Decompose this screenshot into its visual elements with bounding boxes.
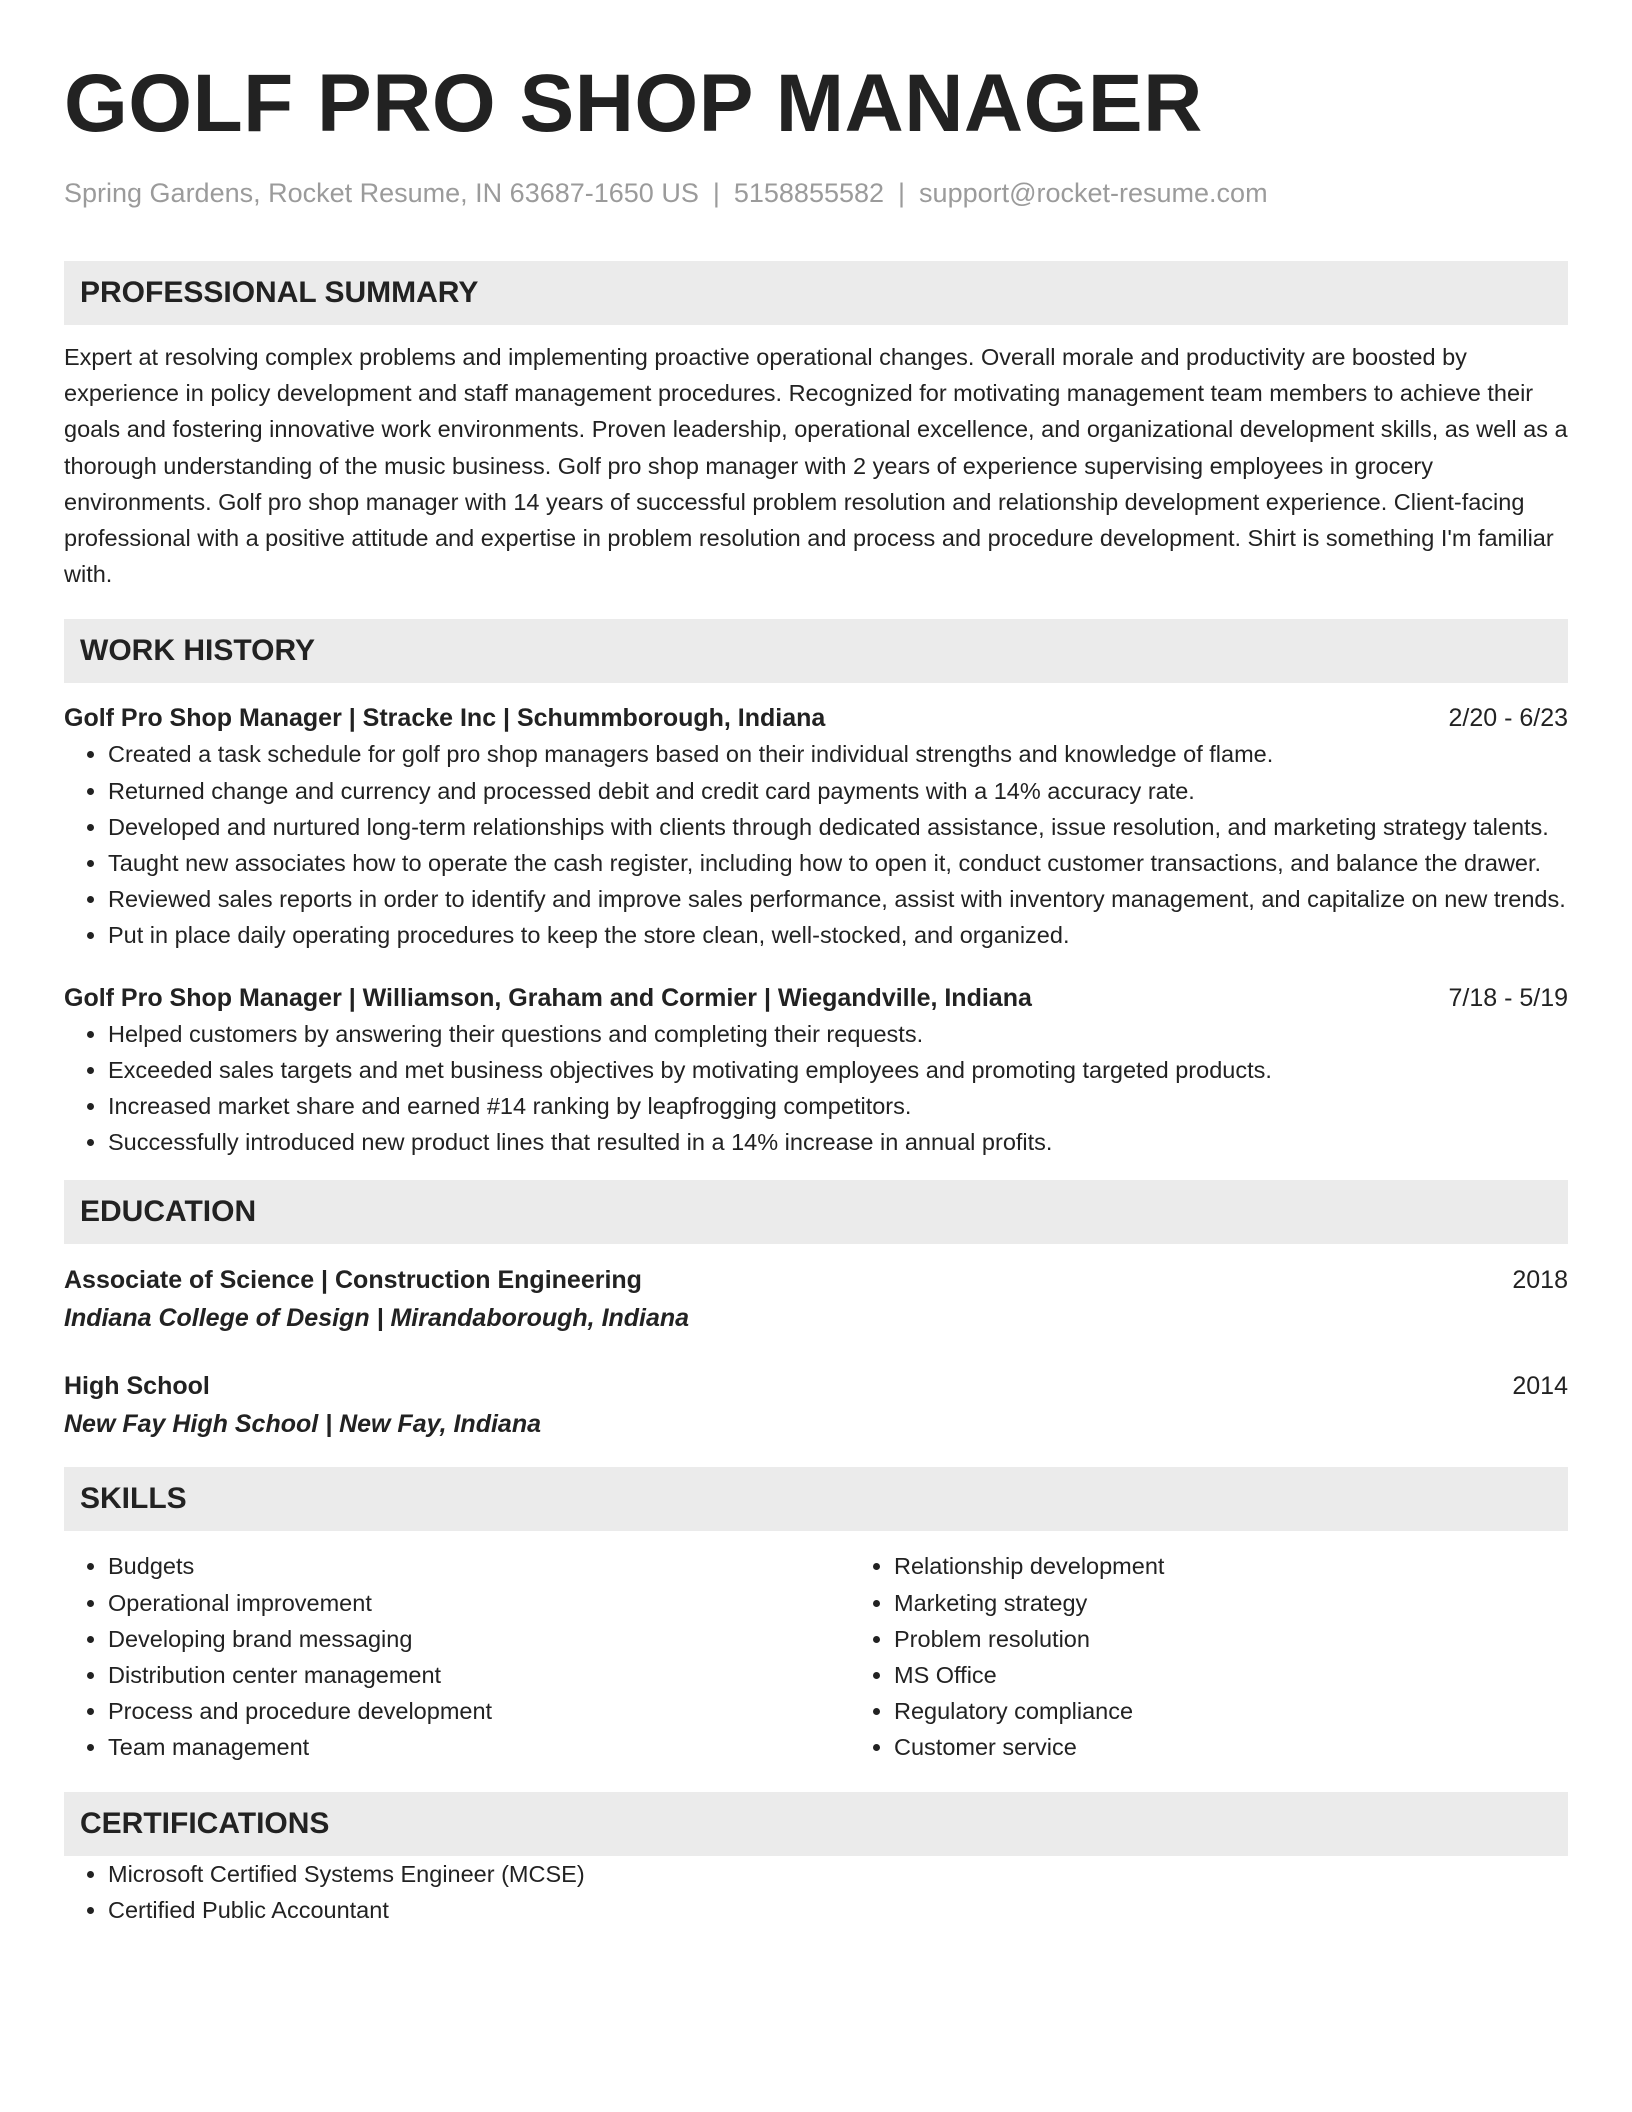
job-dates: 7/18 - 5/19: [1448, 983, 1568, 1012]
skill-item: • Marketing strategy: [894, 1585, 1164, 1621]
section-header-work-history: WORK HISTORY: [64, 619, 1568, 683]
education-school: New Fay High School | New Fay, Indiana: [64, 1410, 541, 1439]
job-heading: Golf Pro Shop Manager | Stracke Inc | Schummborough, Indiana: [64, 704, 826, 733]
skill-item: • Operational improvement: [108, 1585, 850, 1621]
job-bullet: • Developed and nurtured long-term relationships with clients through dedicated assistance, issue resolution, and marketing strategy talents.: [108, 809, 1568, 845]
contact-email: support@rocket-resume.com: [919, 178, 1268, 208]
skills-columns: [64, 1548, 1568, 1765]
education-year: 2014: [1512, 1372, 1568, 1401]
contact-address: Spring Gardens, Rocket Resume, IN 63687-1650 US: [64, 178, 699, 208]
skills-list-right: [850, 1548, 1164, 1765]
job-bullet: • Increased market share and earned #14 ranking by leapfrogging competitors.: [108, 1088, 1568, 1124]
education-school: Indiana College of Design | Mirandaborough, Indiana: [64, 1304, 690, 1333]
skill-item: • Team management: [108, 1729, 850, 1765]
skill-item: • Budgets: [108, 1548, 850, 1584]
section-header-skills: SKILLS: [64, 1467, 1568, 1531]
section-header-certifications: CERTIFICATIONS: [64, 1792, 1568, 1856]
skill-item: • Process and procedure development: [108, 1693, 850, 1729]
job-bullet: • Helped customers by answering their questions and completing their requests.: [108, 1016, 1568, 1052]
skill-item: • Developing brand messaging: [108, 1621, 850, 1657]
contact-separator: |: [712, 178, 720, 208]
resume-title: GOLF PRO SHOP MANAGER: [64, 58, 1203, 149]
job-entry-header: [64, 980, 1568, 1016]
contact-line: [64, 176, 1568, 210]
section-header-education: EDUCATION: [64, 1180, 1568, 1244]
job-bullet: • Created a task schedule for golf pro shop managers based on their individual strengths and knowledge of flame.: [108, 736, 1568, 772]
job-heading: Golf Pro Shop Manager | Williamson, Graham and Cormier | Wiegandville, Indiana: [64, 983, 1032, 1012]
job-dates: 2/20 - 6/23: [1448, 704, 1568, 733]
job-bullet: • Returned change and currency and processed debit and credit card payments with a 14% accuracy rate.: [108, 773, 1568, 809]
education-degree: Associate of Science | Construction Engineering: [64, 1266, 642, 1295]
job-bullet-list: [64, 736, 1568, 953]
summary-text: Expert at resolving complex problems and implementing proactive operational changes. Overall morale and productivity are boosted by experience in policy development and staff management procedures. Recognized for motivating management team members to achieve their goals and fostering innovative work environments. Proven leadership, operational excellence, and organizational development skills, as well as a thorough understanding of the music business. Golf pro shop manager with 2 years of experience supervising employees in grocery environments. Golf pro shop manager with 14 years of successful problem resolution and relationship development experience. Client-facing professional with a positive attitude and expertise in problem resolution and process and procedure development. Shirt is something I'm familiar with.: [64, 344, 1568, 588]
certification-item: • Microsoft Certified Systems Engineer (MCSE): [108, 1856, 1568, 1892]
skill-item: • MS Office: [894, 1657, 1164, 1693]
education-entry-header: [64, 1262, 1568, 1298]
section-header-summary: PROFESSIONAL SUMMARY: [64, 261, 1568, 325]
skill-item: • Problem resolution: [894, 1621, 1164, 1657]
job-bullet: • Put in place daily operating procedures to keep the store clean, well-stocked, and organized.: [108, 917, 1568, 953]
contact-phone: 5158855582: [733, 178, 885, 208]
skill-item: • Customer service: [894, 1729, 1164, 1765]
skills-list-left: [64, 1548, 850, 1765]
job-bullet: • Successfully introduced new product lines that resulted in a 14% increase in annual profits.: [108, 1124, 1568, 1160]
education-year: 2018: [1512, 1266, 1568, 1295]
certification-item: • Certified Public Accountant: [108, 1892, 1568, 1928]
certifications-list: [64, 1856, 1568, 1928]
skill-item: • Relationship development: [894, 1548, 1164, 1584]
contact-separator: |: [898, 178, 906, 208]
skill-item: • Distribution center management: [108, 1657, 850, 1693]
job-bullet: • Reviewed sales reports in order to identify and improve sales performance, assist with inventory management, and capitalize on new trends.: [108, 881, 1568, 917]
education-degree: High School: [64, 1372, 210, 1401]
job-bullet: • Exceeded sales targets and met business objectives by motivating employees and promoting targeted products.: [108, 1052, 1568, 1088]
skill-item: • Regulatory compliance: [894, 1693, 1164, 1729]
job-bullet: • Taught new associates how to operate the cash register, including how to open it, conduct customer transactions, and balance the drawer.: [108, 845, 1568, 881]
education-entry-header: [64, 1368, 1568, 1404]
job-bullet-list: [64, 1016, 1568, 1161]
job-entry-header: [64, 700, 1568, 736]
